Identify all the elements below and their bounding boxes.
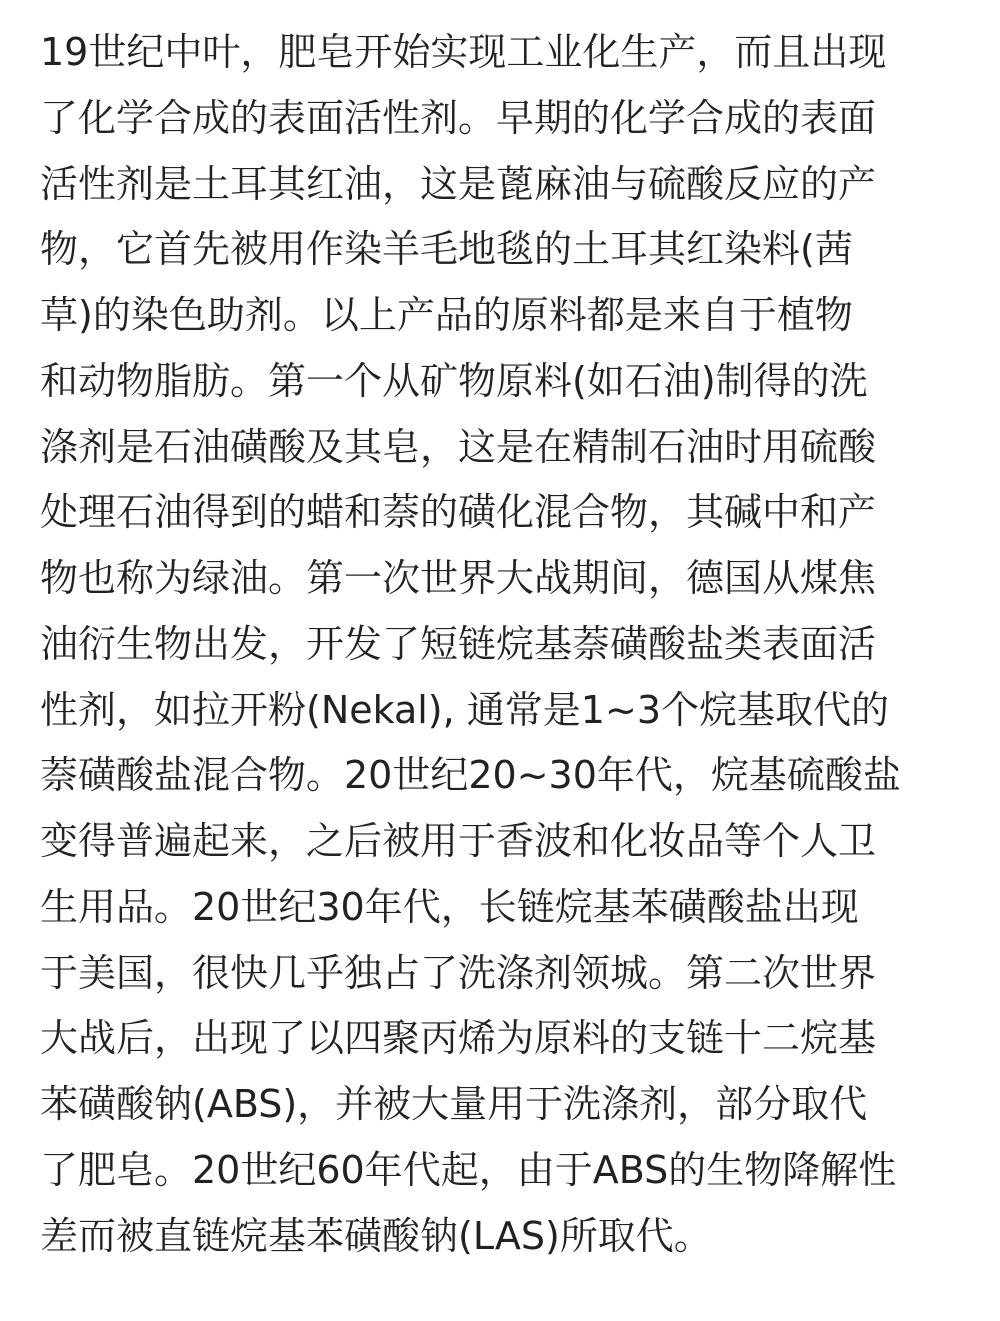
text-line: 变得普遍起来，之后被用于香波和化妆品等个人卫 [40, 819, 877, 863]
text-line: 萘磺酸盐混合物。20世纪20~30年代，烷基硫酸盐 [40, 753, 901, 798]
text-line: 19世纪中叶，肥皂开始实现工业化生产，而且出现 [40, 30, 887, 74]
text-line: 性剂，如拉开粉(Nekal), 通常是1~3个烷基取代的 [40, 687, 889, 732]
text-line: 油衍生物出发，开发了短链烷基萘磺酸盐类表面活 [40, 621, 877, 666]
text-line: 物，它首先被用作染羊毛地毯的土耳其红染料(茜 [40, 227, 853, 272]
text-line: 涤剂是石油磺酸及其皂，这是在精制石油时用硫酸 [40, 424, 877, 469]
text-line: 差而被直链烷基苯磺酸钠(LAS)所取代。 [40, 1213, 712, 1258]
text-line: 了肥皂。20世纪60年代起，由于ABS的生物降解性 [40, 1147, 897, 1192]
text-line: 和动物脂肪。第一个从矿物原料(如石油)制得的洗 [40, 358, 868, 403]
text-line: 处理石油得到的蜡和萘的磺化混合物，其碱中和产 [40, 490, 877, 535]
text-line: 苯磺酸钠(ABS)，并被大量用于洗涤剂，部分取代 [40, 1082, 868, 1126]
text-line: 了化学合成的表面活性剂。早期的化学合成的表面 [40, 95, 877, 140]
text-line: 物也称为绿油。第一次世界大战期间，德国从煤焦 [40, 556, 877, 600]
body-text [40, 20, 962, 1269]
text-line: 草)的染色助剂。以上产品的原料都是来自于植物 [40, 293, 853, 337]
text-line: 活性剂是土耳其红油，这是蓖麻油与硫酸反应的产 [40, 161, 877, 206]
text-line: 于美国，很快几乎独占了洗涤剂领城。第二次世界 [40, 950, 877, 995]
text-line: 生用品。20世纪30年代，长链烷基苯磺酸盐出现 [40, 884, 859, 929]
text-line: 大战后，出现了以四聚丙烯为原料的支链十二烷基 [40, 1016, 877, 1061]
